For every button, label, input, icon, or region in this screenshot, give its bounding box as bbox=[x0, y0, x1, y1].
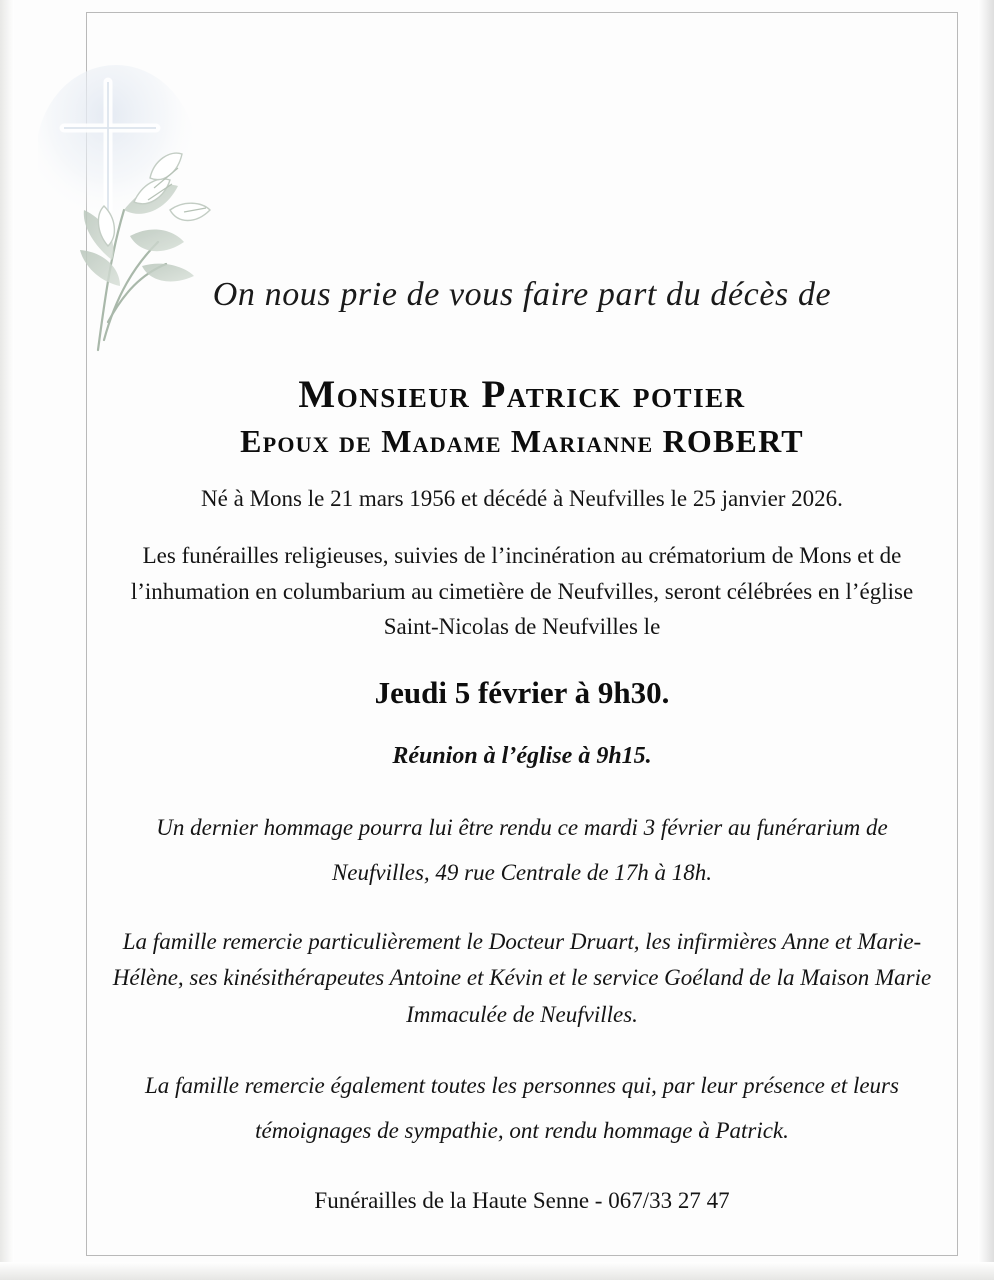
deceased-name: Monsieur Patrick potier bbox=[298, 373, 746, 416]
funeral-home-footer: Funérailles de la Haute Senne - 067/33 27 47 bbox=[314, 1187, 730, 1213]
homage-paragraph: Un dernier hommage pourra lui être rendu ce mardi 3 février au funérarium de Neufvilles, 49 rue Centrale de 17h à 18h. bbox=[156, 814, 888, 885]
scan-edge-left bbox=[0, 0, 14, 1280]
funeral-details-paragraph: Les funérailles religieuses, suivies de l’incinération au crématorium de Mons et de l’inhumation en columbarium au cimetière de Neufvilles, seront célébrées en l’église Saint-Nicolas de Neufvilles le bbox=[130, 543, 914, 640]
scan-edge-right bbox=[978, 0, 994, 1280]
thanks-all-paragraph: La famille remercie également toutes les personnes qui, par leur présence et leurs témoignages de sympathie, ont rendu hommage à Patrick. bbox=[145, 1073, 899, 1143]
gathering-time: Réunion à l’église à 9h15. bbox=[392, 742, 652, 769]
birth-death-line: Né à Mons le 21 mars 1956 et décédé à Neufvilles le 25 janvier 2026. bbox=[201, 486, 843, 511]
announcement-intro: On nous prie de vous faire part du décès de bbox=[212, 276, 832, 313]
thanks-medical-paragraph: La famille remercie particulièrement le Docteur Druart, les infirmières Anne et Marie-Hélène, ses kinésithérapeutes Antoine et Kévin et le service Goéland de la Maison Marie Immaculée de Neufvilles. bbox=[112, 928, 932, 1028]
spouse-line: Epoux de Madame Marianne ROBERT bbox=[240, 423, 804, 459]
memorial-card-content bbox=[96, 0, 948, 1280]
ceremony-datetime: Jeudi 5 février à 9h30. bbox=[374, 674, 670, 710]
